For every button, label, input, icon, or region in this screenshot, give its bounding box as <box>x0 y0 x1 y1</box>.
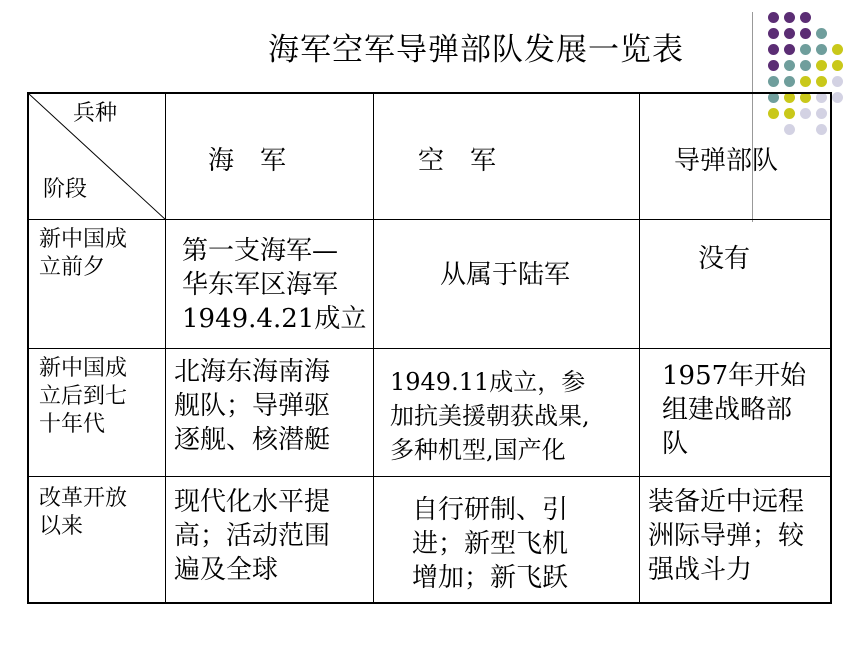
decor-dot <box>800 60 811 71</box>
row2-navy-line3: 逐舰、核潜艇 <box>174 425 331 455</box>
row1-airforce-line1: 从属于陆军 <box>440 260 571 290</box>
row3-navy-cell <box>166 477 374 602</box>
row1-navy-line3: 1949.4.21成立 <box>182 304 367 334</box>
decor-dot <box>816 60 827 71</box>
development-table <box>27 92 832 604</box>
corner-header-cell <box>29 94 166 220</box>
row1-airforce-cell <box>374 220 640 349</box>
row1-missile-cell <box>640 220 832 349</box>
row2-navy-cell <box>166 349 374 477</box>
row3-stage-line1: 改革开放 <box>39 486 128 511</box>
decor-dot <box>784 60 795 71</box>
row1-stage-line2: 立前夕 <box>39 255 106 280</box>
decor-dot <box>816 28 827 39</box>
row3-airforce-cell <box>374 477 640 602</box>
row3-navy-line3: 遍及全球 <box>174 555 279 585</box>
decor-dot <box>816 44 827 55</box>
row2-missile-line1: 1957年开始 <box>662 361 807 391</box>
row3-missile-cell <box>640 477 832 602</box>
decor-dot <box>784 76 795 87</box>
decor-dot <box>784 28 795 39</box>
decor-dot <box>784 12 795 23</box>
decor-dot <box>768 60 779 71</box>
row3-airforce-line2: 进；新型飞机 <box>412 529 569 559</box>
row3-airforce-line1: 自行研制、引 <box>412 495 569 525</box>
row3-airforce-line3: 增加；新飞跃 <box>412 563 569 593</box>
row2-missile-cell <box>640 349 832 477</box>
row3-stage-cell <box>29 477 166 602</box>
row1-navy-line2: 华东军区海军 <box>182 270 339 300</box>
decor-dot <box>800 12 811 23</box>
corner-label-stage: 阶段 <box>43 177 88 202</box>
row2-missile-line2: 组建战略部 <box>662 395 793 425</box>
decor-dot <box>768 12 779 23</box>
header-cell-navy <box>166 94 374 220</box>
row2-stage-line3: 十年代 <box>39 412 106 437</box>
row3-navy-line1: 现代化水平提 <box>174 487 331 517</box>
column-header-airforce: 空 军 <box>418 146 497 176</box>
column-header-missile: 导弹部队 <box>674 146 779 176</box>
row1-stage-line1: 新中国成 <box>39 227 128 252</box>
row2-airforce-cell <box>374 349 640 477</box>
row3-stage-line2: 以来 <box>39 514 84 539</box>
row2-stage-line1: 新中国成 <box>39 356 128 381</box>
row2-missile-line3: 队 <box>662 429 689 459</box>
row2-airforce-line3: 多种机型,国产化 <box>390 436 566 464</box>
row1-navy-cell <box>166 220 374 349</box>
row3-navy-line2: 高；活动范围 <box>174 521 331 551</box>
decor-dot <box>816 76 827 87</box>
decor-dot <box>800 28 811 39</box>
decor-dot <box>832 76 843 87</box>
decor-dot <box>768 76 779 87</box>
page-title: 海军空军导弹部队发展一览表 <box>268 32 684 68</box>
row3-missile-line1: 装备近中远程 <box>648 487 805 517</box>
row2-airforce-line2: 加抗美援朝获战果, <box>390 402 590 430</box>
row2-stage-cell <box>29 349 166 477</box>
decor-dot <box>832 44 843 55</box>
row2-airforce-line1: 1949.11成立，参 <box>390 368 586 396</box>
row1-navy-line1: 第一支海军— <box>182 236 339 266</box>
decor-dot <box>800 76 811 87</box>
row1-stage-cell <box>29 220 166 349</box>
row2-navy-line1: 北海东海南海 <box>174 357 331 387</box>
decor-dot <box>768 44 779 55</box>
column-header-navy: 海 军 <box>208 146 287 176</box>
header-cell-airforce <box>374 94 640 220</box>
decor-dot <box>800 44 811 55</box>
decor-dot <box>784 44 795 55</box>
decor-dot <box>832 60 843 71</box>
decor-dot <box>768 28 779 39</box>
row1-missile-line1: 没有 <box>698 244 751 274</box>
corner-label-branch: 兵种 <box>73 101 118 126</box>
header-cell-missile <box>640 94 832 220</box>
row3-missile-line3: 强战斗力 <box>648 555 753 585</box>
decor-dot <box>832 92 843 103</box>
row3-missile-line2: 洲际导弹；较 <box>648 521 805 551</box>
row2-stage-line2: 立后到七 <box>39 384 128 409</box>
row2-navy-line2: 舰队；导弹驱 <box>174 391 331 421</box>
